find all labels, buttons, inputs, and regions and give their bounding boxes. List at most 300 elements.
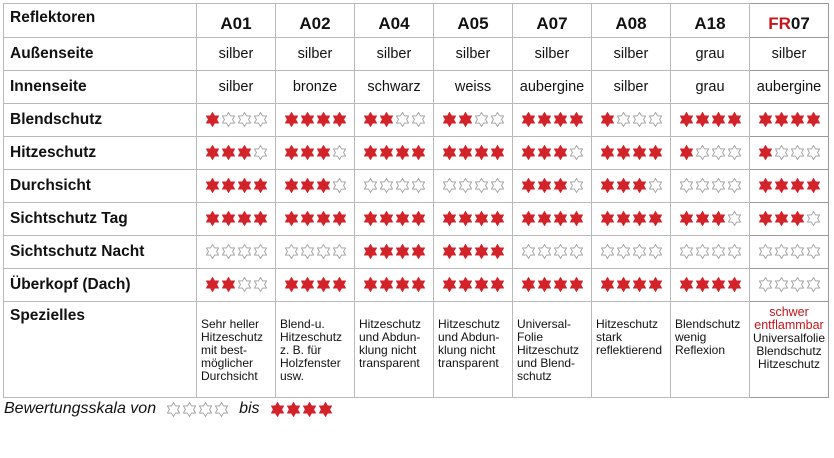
star-empty-icon <box>474 178 489 193</box>
star-rating <box>679 178 742 193</box>
row-label: Durchsicht <box>4 170 197 203</box>
star-empty-icon <box>806 211 821 226</box>
star-filled-icon <box>537 178 552 193</box>
star-rating <box>600 277 663 292</box>
star-filled-icon <box>379 211 394 226</box>
rating-cell-a08 <box>592 269 671 302</box>
star-empty-icon <box>316 244 331 259</box>
row-label: Sichtschutz Tag <box>4 203 197 236</box>
star-filled-icon <box>727 277 742 292</box>
star-rating <box>205 145 268 160</box>
star-filled-icon <box>521 178 536 193</box>
star-filled-icon <box>521 145 536 160</box>
special-line: Hitzeschutz <box>757 357 821 371</box>
star-filled-icon <box>600 211 615 226</box>
star-filled-icon <box>474 277 489 292</box>
star-empty-icon <box>490 112 505 127</box>
rating-cell-a01 <box>197 269 276 302</box>
star-filled-icon <box>237 178 252 193</box>
special-line: Hitzeschutz <box>517 343 580 357</box>
star-filled-icon <box>695 277 710 292</box>
star-filled-icon <box>758 112 773 127</box>
value-cell: aubergine <box>750 71 829 104</box>
star-filled-icon <box>442 211 457 226</box>
star-empty-icon <box>616 244 631 259</box>
column-header-a02: A02 <box>276 4 355 38</box>
star-filled-icon <box>205 211 220 226</box>
value-cell: silber <box>197 71 276 104</box>
rating-cell-a01 <box>197 137 276 170</box>
special-line: Universalfolie <box>752 331 826 345</box>
special-line: stark <box>596 330 623 344</box>
special-line: möglicher <box>201 356 254 370</box>
value-cell: aubergine <box>513 71 592 104</box>
star-empty-icon <box>474 112 489 127</box>
star-empty-icon <box>198 402 213 417</box>
star-filled-icon <box>205 145 220 160</box>
star-filled-icon <box>569 277 584 292</box>
special-line: Hitzeschutz <box>438 317 501 331</box>
star-empty-icon <box>221 112 236 127</box>
star-empty-icon <box>679 244 694 259</box>
special-line: transparent <box>359 356 420 370</box>
row-rating <box>4 269 829 302</box>
scale-text-from: Bewertungsskala von <box>4 400 157 417</box>
star-rating <box>442 178 505 193</box>
value-cell: weiss <box>434 71 513 104</box>
star-empty-icon <box>711 145 726 160</box>
rating-cell-a05 <box>434 104 513 137</box>
star-empty-icon <box>695 244 710 259</box>
star-filled-icon <box>300 277 315 292</box>
star-empty-icon <box>332 244 347 259</box>
star-filled-icon <box>205 178 220 193</box>
star-filled-icon <box>379 277 394 292</box>
special-line: Hitzeschutz <box>359 317 422 331</box>
rating-cell-a18 <box>671 236 750 269</box>
rating-cell-a08 <box>592 203 671 236</box>
rating-cell-a07 <box>513 203 592 236</box>
special-line: Reflexion <box>675 343 726 357</box>
star-filled-icon <box>600 145 615 160</box>
star-empty-icon <box>648 178 663 193</box>
star-filled-icon <box>316 277 331 292</box>
star-filled-icon <box>316 178 331 193</box>
star-filled-icon <box>458 112 473 127</box>
column-header-fr07 <box>750 4 829 38</box>
star-rating <box>600 244 663 259</box>
value-cell: grau <box>671 71 750 104</box>
star-filled-icon <box>711 277 726 292</box>
star-filled-icon <box>679 211 694 226</box>
star-rating <box>758 178 821 193</box>
star-filled-icon <box>648 211 663 226</box>
column-header-a08: A08 <box>592 4 671 38</box>
star-empty-icon <box>214 402 229 417</box>
row-label: Innenseite <box>4 71 197 104</box>
star-filled-icon <box>490 211 505 226</box>
column-header-a01: A01 <box>197 4 276 38</box>
star-empty-icon <box>379 178 394 193</box>
rating-cell-a02 <box>276 104 355 137</box>
star-rating <box>600 145 663 160</box>
star-filled-icon <box>616 178 631 193</box>
rating-cell-a18 <box>671 170 750 203</box>
star-rating <box>758 145 821 160</box>
rating-cell-a02 <box>276 269 355 302</box>
star-empty-icon <box>695 178 710 193</box>
special-line: Durchsicht <box>201 369 258 383</box>
special-line: Folie <box>517 330 544 344</box>
star-rating <box>600 211 663 226</box>
row-rating <box>4 137 829 170</box>
star-filled-icon <box>537 211 552 226</box>
star-empty-icon <box>600 244 615 259</box>
special-line: Hitzeschutz <box>201 330 264 344</box>
star-filled-icon <box>363 211 378 226</box>
star-filled-icon <box>318 402 333 417</box>
rating-cell-a04 <box>355 170 434 203</box>
star-filled-icon <box>221 145 236 160</box>
rating-cell-a05 <box>434 236 513 269</box>
star-filled-icon <box>569 112 584 127</box>
star-filled-icon <box>569 211 584 226</box>
special-line: und Abdun- <box>359 330 421 344</box>
star-empty-icon <box>363 178 378 193</box>
star-empty-icon <box>679 178 694 193</box>
star-rating <box>521 145 584 160</box>
star-filled-icon <box>474 244 489 259</box>
column-header-a05: A05 <box>434 4 513 38</box>
star-filled-icon <box>790 112 805 127</box>
star-empty-icon <box>569 244 584 259</box>
rating-cell-a18 <box>671 104 750 137</box>
star-rating <box>284 244 347 259</box>
rating-cell-a04 <box>355 269 434 302</box>
star-filled-icon <box>474 145 489 160</box>
star-filled-icon <box>521 277 536 292</box>
rating-cell-a07 <box>513 170 592 203</box>
star-empty-icon <box>758 244 773 259</box>
star-filled-icon <box>553 145 568 160</box>
star-filled-icon <box>442 277 457 292</box>
star-filled-icon <box>679 145 694 160</box>
star-empty-icon <box>395 112 410 127</box>
star-filled-icon <box>379 244 394 259</box>
star-rating <box>679 277 742 292</box>
row-label: Blendschutz <box>4 104 197 137</box>
star-filled-icon <box>490 145 505 160</box>
star-filled-icon <box>553 211 568 226</box>
star-filled-icon <box>395 244 410 259</box>
star-rating <box>442 244 505 259</box>
star-filled-icon <box>758 145 773 160</box>
scale-max-stars <box>270 402 333 417</box>
star-filled-icon <box>332 277 347 292</box>
scale-text-to: bis <box>239 400 260 417</box>
star-empty-icon <box>790 277 805 292</box>
star-empty-icon <box>253 277 268 292</box>
row-label: Sichtschutz Nacht <box>4 236 197 269</box>
star-empty-icon <box>806 277 821 292</box>
star-filled-icon <box>300 211 315 226</box>
special-cell-a18 <box>671 302 750 398</box>
star-filled-icon <box>332 211 347 226</box>
star-filled-icon <box>553 277 568 292</box>
star-filled-icon <box>363 244 378 259</box>
comparison-table <box>3 3 829 398</box>
star-empty-icon <box>411 178 426 193</box>
rating-cell-a18 <box>671 137 750 170</box>
star-empty-icon <box>490 178 505 193</box>
special-line: Universal- <box>517 317 572 331</box>
header-row <box>4 4 829 38</box>
star-filled-icon <box>395 277 410 292</box>
corner-label: Reflektoren <box>4 4 197 38</box>
column-header-a07: A07 <box>513 4 592 38</box>
star-empty-icon <box>806 145 821 160</box>
rating-cell-a07 <box>513 269 592 302</box>
star-empty-icon <box>632 244 647 259</box>
rating-cell-fr07 <box>750 170 829 203</box>
special-line: schutz <box>517 369 552 383</box>
star-rating <box>284 145 347 160</box>
star-filled-icon <box>284 277 299 292</box>
rating-cell-fr07 <box>750 104 829 137</box>
column-header-a04: A04 <box>355 4 434 38</box>
rating-cell-a01 <box>197 170 276 203</box>
star-filled-icon <box>774 112 789 127</box>
star-filled-icon <box>237 211 252 226</box>
star-filled-icon <box>758 211 773 226</box>
star-filled-icon <box>458 211 473 226</box>
rating-cell-a01 <box>197 236 276 269</box>
star-filled-icon <box>332 112 347 127</box>
star-filled-icon <box>774 178 789 193</box>
rating-cell-a04 <box>355 236 434 269</box>
star-filled-icon <box>711 112 726 127</box>
star-filled-icon <box>379 145 394 160</box>
special-line: und Abdun- <box>438 330 500 344</box>
star-filled-icon <box>442 145 457 160</box>
special-note-red: entflammbar <box>754 318 824 332</box>
rating-cell-a02 <box>276 137 355 170</box>
star-rating <box>205 277 268 292</box>
star-rating <box>521 244 584 259</box>
star-filled-icon <box>458 145 473 160</box>
star-filled-icon <box>300 145 315 160</box>
value-cell: silber <box>355 38 434 71</box>
star-filled-icon <box>790 178 805 193</box>
star-filled-icon <box>490 244 505 259</box>
star-filled-icon <box>442 112 457 127</box>
star-empty-icon <box>632 112 647 127</box>
star-filled-icon <box>600 277 615 292</box>
special-line: z. B. für <box>280 343 322 357</box>
row-label: Außenseite <box>4 38 197 71</box>
special-line: Sehr heller <box>201 317 260 331</box>
rating-cell-a08 <box>592 170 671 203</box>
special-cell-a01 <box>197 302 276 398</box>
star-filled-icon <box>363 112 378 127</box>
star-rating <box>521 112 584 127</box>
star-rating <box>758 277 821 292</box>
special-line: mit best- <box>201 343 248 357</box>
star-filled-icon <box>695 211 710 226</box>
value-cell: silber <box>750 38 829 71</box>
star-rating <box>521 211 584 226</box>
special-line: Hitzeschutz <box>596 317 659 331</box>
star-empty-icon <box>166 402 181 417</box>
star-filled-icon <box>474 211 489 226</box>
star-rating <box>284 211 347 226</box>
star-rating <box>363 145 426 160</box>
star-rating <box>205 112 268 127</box>
star-empty-icon <box>182 402 197 417</box>
star-empty-icon <box>411 112 426 127</box>
special-cell-a08 <box>592 302 671 398</box>
star-filled-icon <box>537 277 552 292</box>
star-empty-icon <box>806 244 821 259</box>
star-rating <box>363 112 426 127</box>
star-filled-icon <box>616 277 631 292</box>
star-filled-icon <box>316 211 331 226</box>
star-empty-icon <box>395 178 410 193</box>
star-filled-icon <box>253 211 268 226</box>
special-line: usw. <box>280 369 305 383</box>
row-label: Spezielles <box>4 302 197 398</box>
rating-cell-a08 <box>592 104 671 137</box>
star-empty-icon <box>458 178 473 193</box>
special-line: Blend-u. <box>280 317 325 331</box>
star-empty-icon <box>332 178 347 193</box>
value-cell: bronze <box>276 71 355 104</box>
star-empty-icon <box>221 244 236 259</box>
star-empty-icon <box>253 145 268 160</box>
star-filled-icon <box>363 145 378 160</box>
star-filled-icon <box>411 211 426 226</box>
star-filled-icon <box>411 244 426 259</box>
special-cell-a02 <box>276 302 355 398</box>
special-line: wenig <box>675 330 707 344</box>
row-label: Überkopf (Dach) <box>4 269 197 302</box>
row-aussenseite <box>4 38 829 71</box>
star-empty-icon <box>205 244 220 259</box>
special-line: Holzfenster <box>280 356 341 370</box>
star-rating <box>521 277 584 292</box>
star-empty-icon <box>442 178 457 193</box>
rating-cell-a04 <box>355 104 434 137</box>
star-rating <box>284 178 347 193</box>
star-filled-icon <box>632 277 647 292</box>
fr-prefix: FR <box>768 13 791 33</box>
star-filled-icon <box>790 211 805 226</box>
special-cell-a05 <box>434 302 513 398</box>
special-line: Blendschutz <box>756 344 822 358</box>
rating-cell-fr07 <box>750 203 829 236</box>
star-filled-icon <box>284 145 299 160</box>
rating-cell-a18 <box>671 203 750 236</box>
star-filled-icon <box>679 277 694 292</box>
value-cell: silber <box>276 38 355 71</box>
star-filled-icon <box>221 277 236 292</box>
star-filled-icon <box>553 178 568 193</box>
star-filled-icon <box>600 178 615 193</box>
star-empty-icon <box>569 145 584 160</box>
star-filled-icon <box>316 145 331 160</box>
star-filled-icon <box>632 178 647 193</box>
rating-cell-a08 <box>592 137 671 170</box>
star-filled-icon <box>395 211 410 226</box>
special-cell-a04 <box>355 302 434 398</box>
scale-min-stars <box>166 402 229 417</box>
row-rating <box>4 236 829 269</box>
star-filled-icon <box>632 145 647 160</box>
star-empty-icon <box>648 244 663 259</box>
star-rating <box>600 112 663 127</box>
special-cell-fr07 <box>750 302 829 398</box>
star-empty-icon <box>711 244 726 259</box>
star-empty-icon <box>237 112 252 127</box>
value-cell: silber <box>513 38 592 71</box>
star-filled-icon <box>521 211 536 226</box>
star-filled-icon <box>648 277 663 292</box>
star-empty-icon <box>711 178 726 193</box>
star-rating <box>442 145 505 160</box>
star-filled-icon <box>442 244 457 259</box>
rating-cell-a07 <box>513 104 592 137</box>
column-header-a18: A18 <box>671 4 750 38</box>
star-rating <box>758 244 821 259</box>
star-rating <box>442 277 505 292</box>
star-filled-icon <box>300 112 315 127</box>
star-empty-icon <box>727 145 742 160</box>
star-empty-icon <box>332 145 347 160</box>
star-empty-icon <box>695 145 710 160</box>
star-filled-icon <box>363 277 378 292</box>
star-rating <box>442 112 505 127</box>
rating-cell-a05 <box>434 269 513 302</box>
star-filled-icon <box>537 112 552 127</box>
special-line: reflektierend <box>596 343 663 357</box>
row-rating <box>4 203 829 236</box>
star-rating <box>758 112 821 127</box>
rating-cell-a02 <box>276 170 355 203</box>
row-label: Hitzeschutz <box>4 137 197 170</box>
special-line: transparent <box>438 356 499 370</box>
star-filled-icon <box>316 112 331 127</box>
star-filled-icon <box>221 178 236 193</box>
special-line: und Blend- <box>517 356 576 370</box>
rating-cell-a08 <box>592 236 671 269</box>
star-filled-icon <box>253 178 268 193</box>
star-rating <box>758 211 821 226</box>
star-filled-icon <box>284 211 299 226</box>
star-filled-icon <box>490 277 505 292</box>
star-rating <box>363 277 426 292</box>
star-filled-icon <box>521 112 536 127</box>
star-empty-icon <box>790 145 805 160</box>
special-line: Blendschutz <box>675 317 741 331</box>
fr-suffix: 07 <box>790 13 810 33</box>
star-empty-icon <box>727 211 742 226</box>
star-rating <box>679 145 742 160</box>
star-empty-icon <box>727 244 742 259</box>
star-rating <box>284 112 347 127</box>
star-rating <box>205 178 268 193</box>
star-rating <box>363 211 426 226</box>
special-line: klung nicht <box>438 343 496 357</box>
